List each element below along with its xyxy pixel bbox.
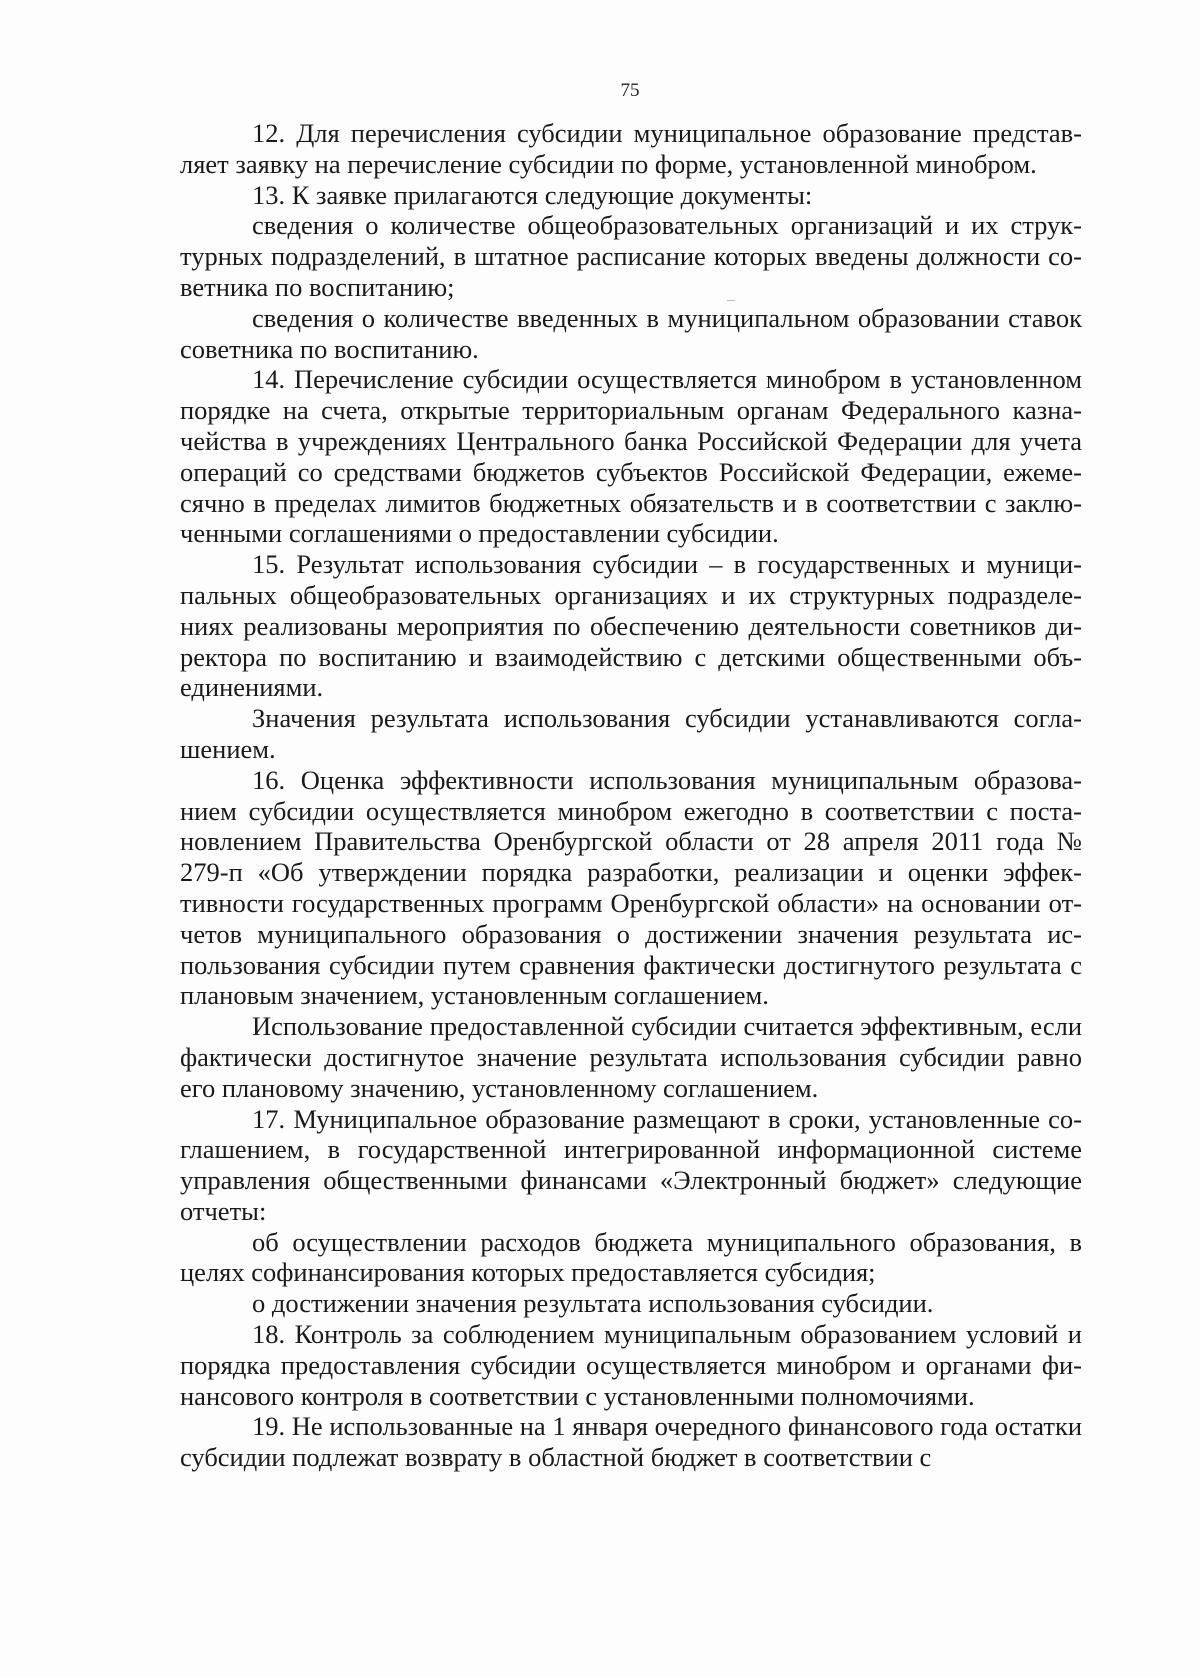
paragraph-17-report-1: об осуществлении расходов бюджета муниципального образования, в целях софинансирования которых предоставляется субсидия; [180, 1226, 1082, 1288]
paragraph-15-values: Значения результата использования субсидии устанавливаются соглашением. [180, 703, 1082, 764]
paragraph-18: 18. Контроль за соблюдением муниципальным образованием условий и порядка предоставления субсидии осуществляется минобром и органами финансового контроля в соответствии с установленными полномочиями. [180, 1319, 1082, 1411]
document-body [180, 118, 1082, 1473]
paragraph-14: 14. Перечисление субсидии осуществляется минобром в установленном порядке на счета, открытые территориальным органам Федерального казначейства в учреждениях Центрального банка Российской Федерации для учета операций со средствами бюджетов субъектов Российской Федерации, ежемесячно в пределах лимитов бюджетных обязательств и в соответствии с заключенными соглашениями о предоставлении субсидии. [180, 364, 1082, 549]
paragraph-13-item-1: сведения о количестве общеобразовательных организаций и их структурных подразделений, в штатное расписание которых введены должности советника по воспитанию; [180, 210, 1082, 302]
paragraph-17: 17. Муниципальное образование размещают в сроки, установленные соглашением, в государственной интегрированной информационной системе управления общественными финансами «Электронный бюджет» следующие отчеты: [180, 1103, 1082, 1226]
paragraph-16-efficiency: Использование предоставленной субсидии считается эффективным, если фактически достигнутое значение результата использования субсидии равно его плановому значению, установленному соглашением. [180, 1011, 1082, 1103]
paragraph-13-item-2: сведения о количестве введенных в муниципальном образовании ставок советника по воспитанию. [180, 302, 1082, 364]
paragraph-19: 19. Не использованные на 1 января очередного финансового года остатки субсидии подлежат возврату в областной бюджет в соответствии с [180, 1411, 1082, 1473]
paragraph-12: 12. Для перечисления субсидии муниципальное образование представляет заявку на перечисление субсидии по форме, установленной минобром. [180, 118, 1082, 179]
page-number: 75 [620, 80, 640, 101]
paragraph-13: 13. К заявке прилагаются следующие документы: [252, 179, 813, 210]
paragraph-16: 16. Оценка эффективности использования муниципальным образованием субсидии осуществляется минобром ежегодно в соответствии с постановлением Правительства Оренбургской области от 28 апреля 2011 года № 279-п «Об утверждении порядка разработки, реализации и оценки эффективности государственных программ Оренбургской области» на основании отчетов муниципального образования о достижении значения результата использования субсидии путем сравнения фактически достигнутого результата с плановым значением, установленным соглашением. [180, 764, 1082, 1011]
paragraph-15: 15. Результат использования субсидии – в государственных и муниципальных общеобразовательных организациях и их структурных подразделениях реализованы мероприятия по обеспечению деятельности советников директора по воспитанию и взаимодействию с детскими общественными объединениями. [180, 549, 1082, 703]
paragraph-17-report-2: о достижении значения результата использования субсидии. [252, 1288, 934, 1319]
scan-artifact [727, 300, 735, 301]
